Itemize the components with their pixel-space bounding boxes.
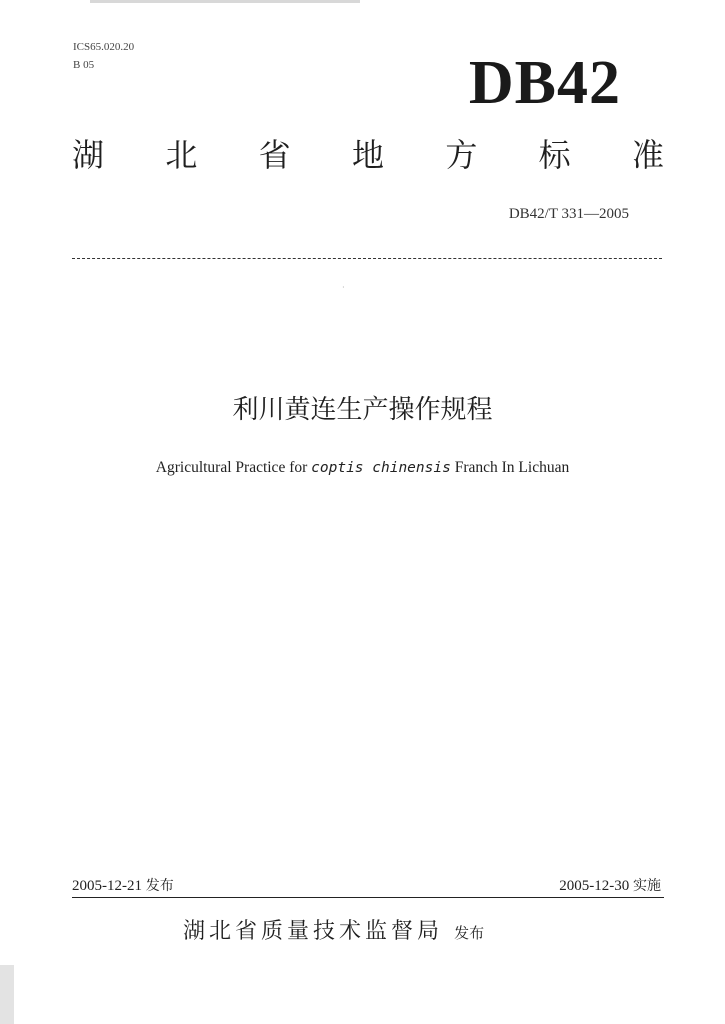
issue-label: 发布 — [145, 878, 174, 894]
english-title-prefix: Agricultural Practice for — [155, 459, 308, 476]
english-title-latin-name: coptis chinensis — [311, 460, 451, 476]
document-title-english — [0, 457, 725, 479]
issuer-action: 发布 — [454, 924, 485, 942]
implementation-date-line — [559, 876, 661, 896]
scan-speck: · — [342, 283, 345, 292]
ics-code: ICS65.020.20 — [73, 41, 135, 53]
issuer-name: 湖北省质量技术监督局 — [183, 919, 444, 944]
issuing-authority — [183, 917, 484, 948]
category-char: 湖 — [72, 136, 105, 174]
standard-category-title — [72, 135, 664, 175]
english-title-suffix: Franch In Lichuan — [454, 459, 570, 476]
category-char: 北 — [165, 136, 198, 174]
scan-artifact-edge — [0, 965, 14, 1024]
category-char: 准 — [631, 136, 664, 174]
footer-divider — [72, 897, 664, 898]
implementation-label: 实施 — [633, 878, 661, 894]
category-char: 标 — [538, 136, 571, 174]
issue-date: 2005-12-21 — [72, 878, 142, 894]
category-char: 省 — [258, 136, 291, 174]
category-char: 方 — [445, 136, 478, 174]
header-divider — [72, 258, 662, 259]
document-title-chinese: 利川黄连生产操作规程 — [232, 395, 493, 425]
scan-artifact-top — [90, 0, 360, 3]
db-logo: DB42 — [468, 49, 621, 117]
category-char: 地 — [351, 136, 384, 174]
issue-date-line — [72, 876, 174, 896]
standard-number: DB42/T 331—2005 — [508, 206, 629, 222]
implementation-date: 2005-12-30 — [559, 878, 630, 894]
ccs-code: B 05 — [73, 59, 95, 71]
